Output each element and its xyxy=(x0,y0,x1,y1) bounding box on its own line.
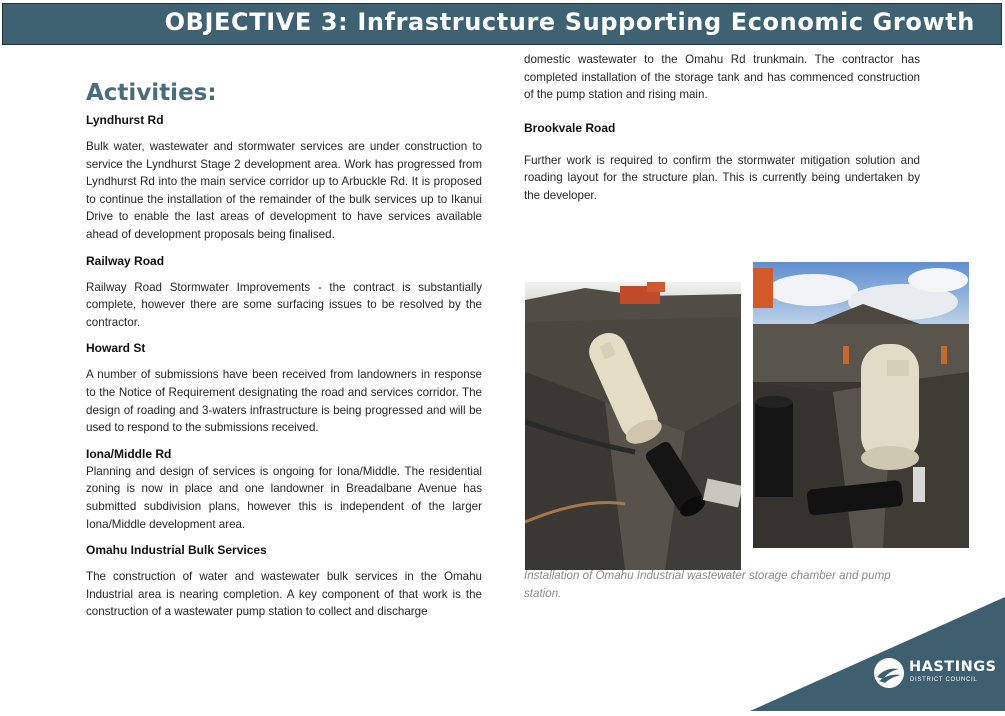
section-text-lyndhurst: Bulk water, wastewater and stormwater services are under construction to service the Lyndhurst Stage 2 development area. Work has progressed from Lyndhurst Rd into the main service corridor up to Arbuckle Rd. It is proposed to continue the installation of the remainder of the bulk services up to Ikanui Drive to enable the last areas of development to have services available ahead of development proposals being finalised. xyxy=(86,140,482,241)
right-column xyxy=(524,51,920,214)
page-header xyxy=(2,3,1002,45)
section-text-railway: Railway Road Stormwater Improvements - the contract is substantially complete, however there are some surfacing issues to be resolved by the contractor. xyxy=(86,280,482,329)
photo-gallery xyxy=(525,262,969,572)
section-text-iona: Planning and design of services is ongoing for Iona/Middle. The residential zoning is now in place and one landowner in Breadalbane Avenue has submitted subdivision plans, however this is independent of the larger Iona/Middle development area. xyxy=(86,464,482,531)
logo-subtitle: DISTRICT COUNCIL xyxy=(910,677,978,683)
section-title-railway: Railway Road xyxy=(86,253,165,268)
section-text-howard: A number of submissions have been received from landowners in response to the Notice of Requirement designating the road and services corridor. The design of roading and 3-waters infrastructure is being progressed and will be used to respond to the submissions received. xyxy=(86,368,482,435)
hastings-logo-icon xyxy=(873,657,905,689)
storage-chamber-photo-1 xyxy=(525,282,741,570)
section-title-lyndhurst: Lyndhurst Rd xyxy=(86,113,164,127)
section-text-brookvale: Further work is required to confirm the stormwater mitigation solution and roading layout for the structure plan. This is currently being undertaken by the developer. xyxy=(524,153,920,202)
section-title-omahu: Omahu Industrial Bulk Services xyxy=(86,543,267,558)
activities-column xyxy=(86,80,482,630)
page-title: OBJECTIVE 3: Infrastructure Supporting Economic Growth xyxy=(164,8,975,36)
photo-caption: Installation of Omahu Industrial wastewater storage chamber and pump station. xyxy=(524,569,891,600)
section-title-howard: Howard St xyxy=(86,341,146,356)
council-logo xyxy=(873,655,997,693)
corner-banner xyxy=(750,597,1005,711)
section-title-iona: Iona/Middle Rd xyxy=(86,446,172,461)
section-text-omahu: The construction of water and wastewater bulk services in the Omahu Industrial area is nearing completion. A key component of that work is the construction of a wastewater pump station to collect and discharge xyxy=(86,570,482,619)
logo-name: HASTINGS xyxy=(909,659,997,675)
section-title-brookvale: Brookvale Road xyxy=(524,120,616,135)
omahu-continuation-text: domestic wastewater to the Omahu Rd trunkmain. The contractor has completed installation of the storage tank and has commenced construction of the pump station and rising main. xyxy=(524,53,920,102)
activities-heading: Activities: xyxy=(86,80,217,106)
storage-chamber-photo-2 xyxy=(753,262,969,548)
